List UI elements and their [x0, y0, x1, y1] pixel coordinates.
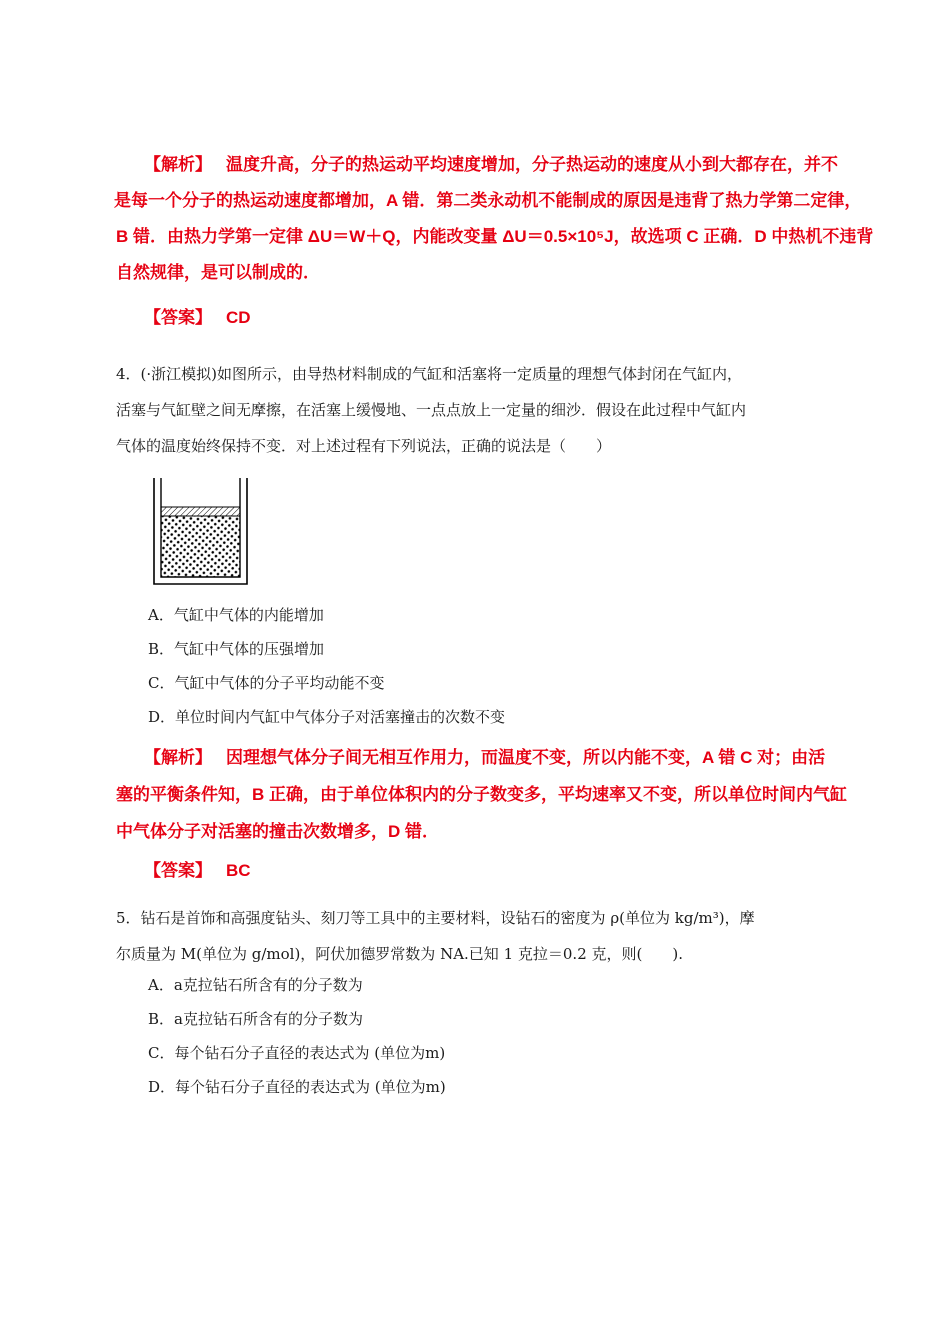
q4-answer	[116, 853, 836, 889]
q5-stem	[116, 900, 836, 972]
q3-answer-value: CD	[226, 308, 251, 327]
q5-stem-line: 尔质量为 M(单位为 g/mol)，阿伏加德罗常数为 NA.已知 1 克拉＝0.2 克，则( ).	[116, 945, 683, 963]
gas-region	[161, 516, 240, 577]
q4-analysis	[116, 740, 847, 850]
q4-answer-value: BC	[226, 861, 251, 880]
q4-option-d: D．单位时间内气缸中气体分子对活塞撞击的次数不变	[148, 708, 506, 726]
q4-stem	[116, 356, 836, 464]
q4-stem-line: 活塞与气缸壁之间无摩擦，在活塞上缓慢地、一点点放上一定量的细沙．假设在此过程中气缸内	[116, 401, 747, 419]
q3-answer	[116, 300, 836, 336]
q4-option-b: B．气缸中气体的压强增加	[148, 640, 325, 658]
q4-stem-line: 4．(·浙江模拟)如图所示，由导热材料制成的气缸和活塞将一定质量的理想气体封闭在气缸内，	[116, 365, 743, 383]
q3-analysis-line: 【解析】 温度升高，分子的热运动平均速度增加，分子热运动的速度从小到大都存在，并不	[144, 155, 838, 174]
q4-option-c: C．气缸中气体的分子平均动能不变	[148, 674, 385, 692]
q3-analysis-line: 自然规律，是可以制成的．	[116, 263, 320, 282]
gas-cylinder-diagram	[152, 476, 252, 588]
q3-analysis	[114, 147, 874, 291]
q4-stem-line: 气体的温度始终保持不变．对上述过程有下列说法，正确的说法是（ ）	[116, 437, 612, 455]
q3-answer-tag: 【答案】	[144, 308, 212, 327]
q5-option-d: D．每个钻石分子直径的表达式为 (单位为m)	[148, 1078, 446, 1096]
q3-analysis-line: B 错．由热力学第一定律 ΔU＝W＋Q，内能改变量 ΔU＝0.5×10⁵J，故选项 C 正确．D 中热机不违背	[116, 227, 874, 246]
q5-option-c: C．每个钻石分子直径的表达式为 (单位为m)	[148, 1044, 446, 1062]
q4-option-a: A．气缸中气体的内能增加	[148, 606, 324, 624]
q5-option-b: B．a克拉钻石所含有的分子数为	[148, 1010, 363, 1028]
q5-option-a: A．a克拉钻石所含有的分子数为	[148, 976, 363, 994]
q3-analysis-tag: 【解析】	[144, 155, 212, 174]
q4-analysis-line: 中气体分子对活塞的撞击次数增多，D 错．	[116, 822, 439, 841]
q4-analysis-line: 【解析】 因理想气体分子间无相互作用力，而温度不变，所以内能不变，A 错 C 对；由活	[144, 748, 826, 767]
q5-stem-line: 5．钻石是首饰和高强度钻头、刻刀等工具中的主要材料，设钻石的密度为 ρ(单位为 kg/m³)，摩	[116, 909, 755, 927]
piston	[161, 507, 240, 516]
q3-analysis-line: 是每一个分子的热运动速度都增加，A 错．第二类永动机不能制成的原因是违背了热力学第二定律，	[114, 191, 862, 210]
q4-answer-tag: 【答案】	[144, 861, 212, 880]
q4-analysis-tag: 【解析】	[144, 748, 212, 767]
q4-analysis-line: 塞的平衡条件知，B 正确，由于单位体积内的分子数变多，平均速率又不变，所以单位时间内气缸	[116, 785, 847, 804]
